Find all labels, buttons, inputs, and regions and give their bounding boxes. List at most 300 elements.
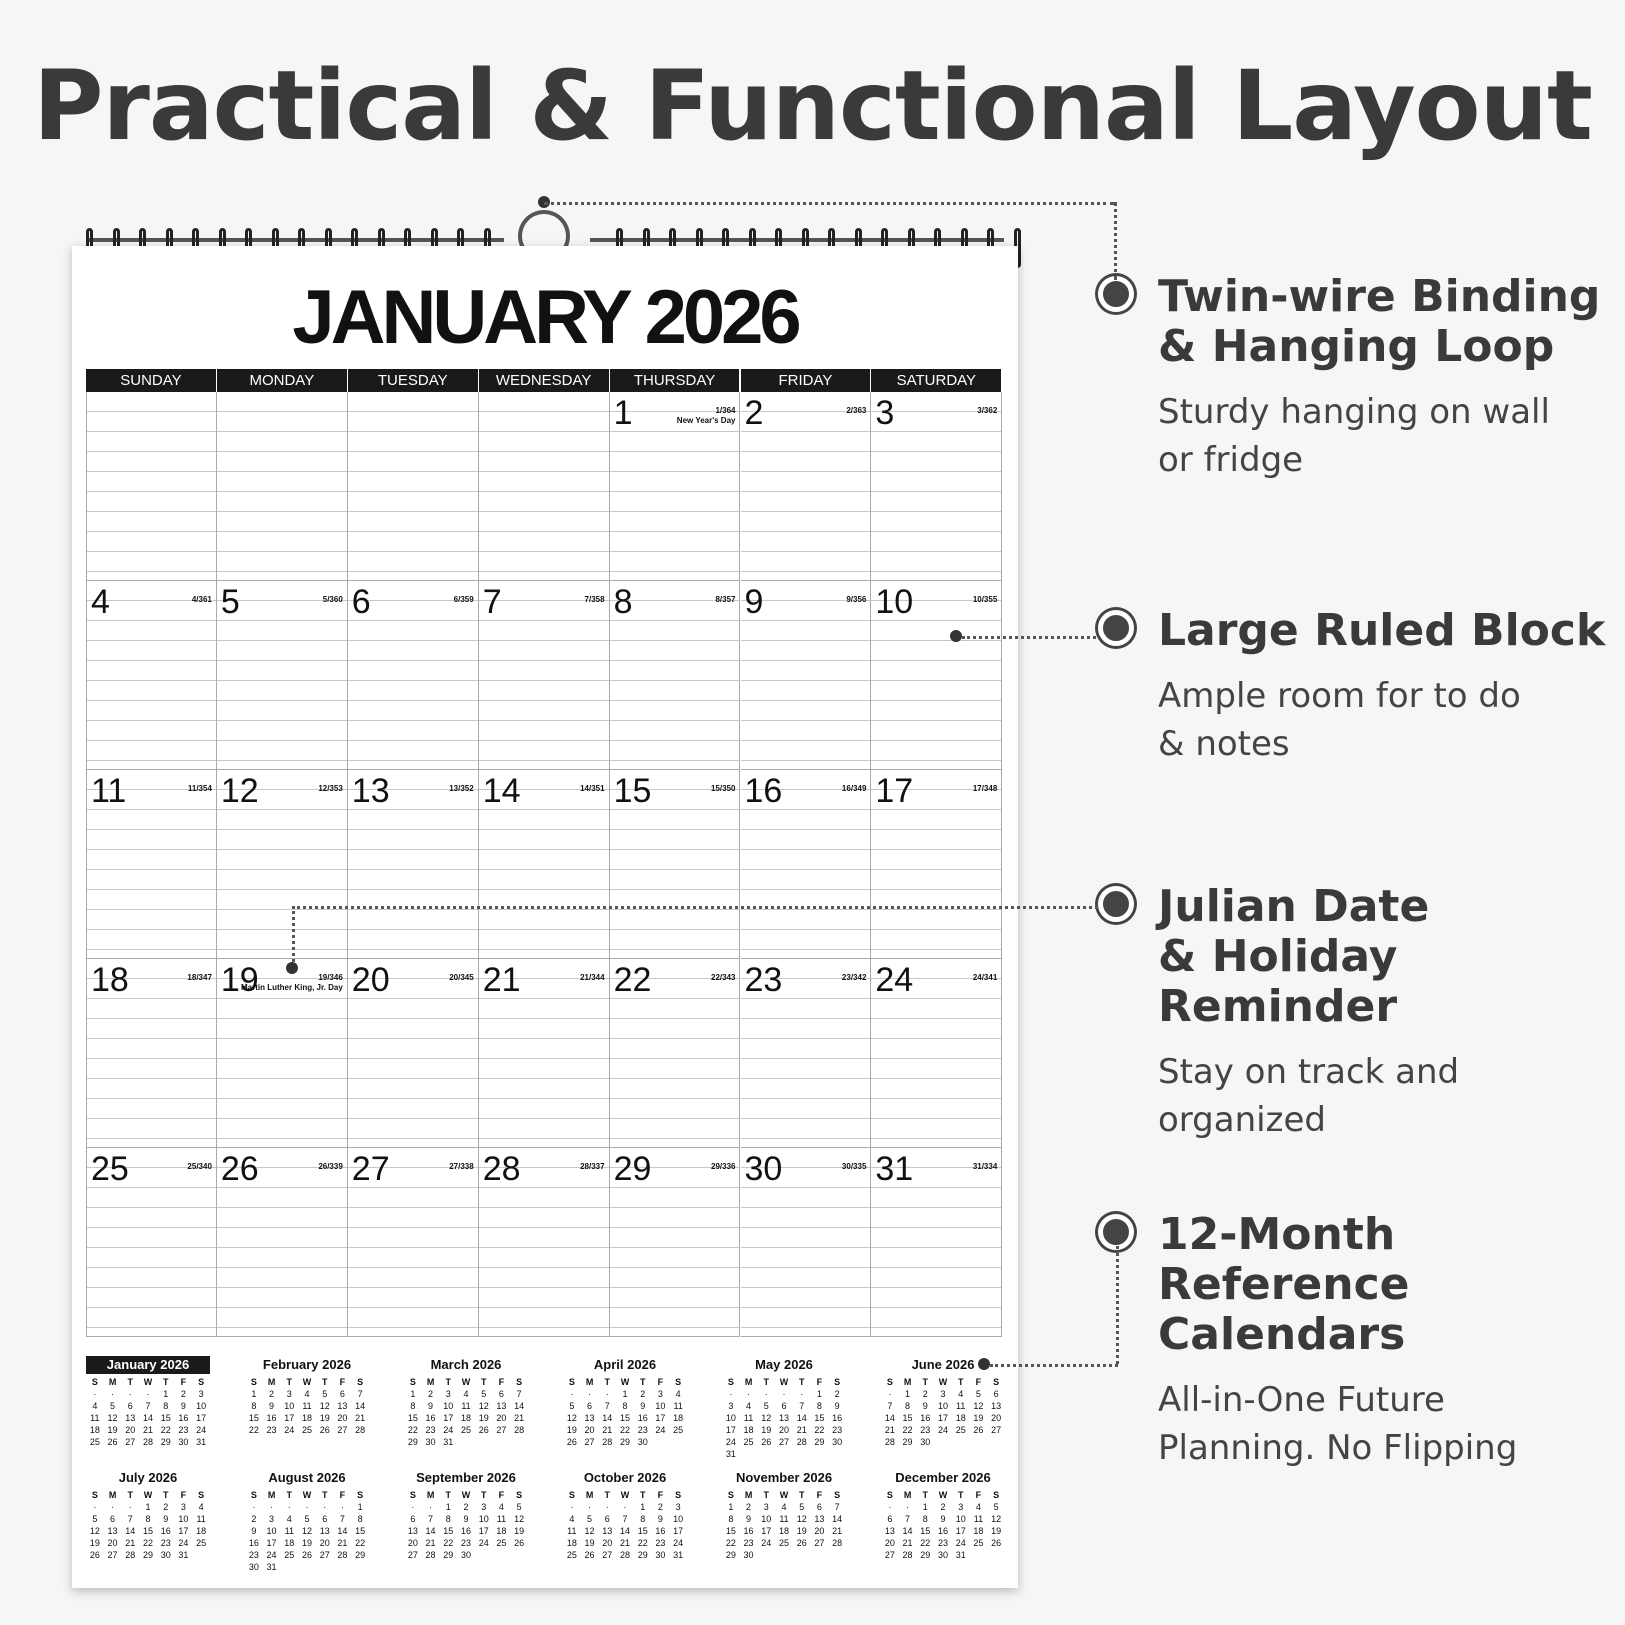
- mini-day: 14: [902, 1526, 913, 1536]
- mini-day: 30: [248, 1562, 259, 1572]
- mini-weekday-letter: W: [461, 1490, 471, 1500]
- mini-day: 5: [110, 1401, 116, 1411]
- mini-day: 14: [832, 1514, 843, 1524]
- day-number: 27: [351, 1150, 390, 1188]
- mini-blank-day: ·: [605, 1389, 609, 1399]
- mini-day: 20: [337, 1413, 348, 1423]
- mini-day: 14: [125, 1526, 136, 1536]
- mini-day: 26: [301, 1550, 312, 1560]
- mini-weekday-letter: T: [639, 1377, 646, 1387]
- mini-day: 4: [958, 1389, 964, 1399]
- day-cell: [871, 959, 1002, 1148]
- day-number: 5: [220, 583, 240, 621]
- mini-weekday-letter: S: [91, 1377, 98, 1387]
- mini-day: 12: [973, 1401, 984, 1411]
- mini-blank-day: ·: [888, 1502, 892, 1512]
- julian-date: 31/334: [972, 1162, 998, 1171]
- mini-day: 25: [460, 1425, 471, 1435]
- mini-day: 10: [284, 1401, 295, 1411]
- binding-wire-right: [590, 238, 1004, 242]
- mini-day: 9: [940, 1514, 946, 1524]
- mini-weekday-letter: T: [162, 1490, 169, 1500]
- connector-line: [962, 636, 1096, 639]
- mini-weekday-letter: S: [516, 1377, 523, 1387]
- mini-day: 20: [814, 1526, 825, 1536]
- mini-day: 27: [496, 1425, 507, 1435]
- julian-date: 30/335: [841, 1162, 867, 1171]
- mini-day: 19: [761, 1425, 772, 1435]
- mini-weekday-letter: F: [339, 1377, 346, 1387]
- mini-weekday-letter: F: [180, 1377, 187, 1387]
- julian-date: 27/338: [449, 1162, 474, 1171]
- connector-line: [292, 906, 1098, 909]
- day-cell: [86, 392, 217, 581]
- mini-day: 9: [640, 1401, 646, 1411]
- mini-day: 15: [637, 1526, 648, 1536]
- mini-weekday-letter: W: [620, 1490, 630, 1500]
- weekday-header: WEDNESDAY: [479, 369, 609, 392]
- mini-day: 30: [460, 1550, 471, 1560]
- mini-calendar-grid: [86, 1489, 210, 1561]
- feature-bullet-icon: [1098, 1214, 1134, 1250]
- connector-line: [1114, 202, 1117, 280]
- mini-day: 24: [284, 1425, 295, 1435]
- mini-day: 11: [196, 1514, 206, 1524]
- mini-day: 4: [304, 1389, 310, 1399]
- mini-day: 3: [675, 1502, 681, 1512]
- mini-day: 7: [127, 1514, 133, 1524]
- julian-date: 13/352: [449, 784, 474, 793]
- day-number: 2: [744, 394, 764, 432]
- mini-day: 6: [887, 1514, 893, 1524]
- mini-calendar-grid: [722, 1489, 846, 1561]
- mini-day: 10: [266, 1526, 277, 1536]
- julian-date: 4/361: [191, 595, 212, 604]
- mini-weekday-letter: S: [198, 1490, 205, 1500]
- connector-dot: [950, 630, 962, 642]
- mini-day: 2: [428, 1389, 434, 1399]
- mini-day: 21: [142, 1425, 153, 1435]
- mini-day: 3: [180, 1502, 186, 1512]
- feature-description: [1158, 672, 1605, 768]
- mini-day: 2: [940, 1502, 946, 1512]
- holiday-label: New Year's Day: [676, 416, 736, 425]
- mini-day: 29: [725, 1550, 736, 1560]
- mini-day: 11: [673, 1401, 683, 1411]
- mini-weekday-letter: S: [727, 1377, 734, 1387]
- mini-day: 25: [955, 1425, 966, 1435]
- mini-day: 11: [973, 1514, 984, 1524]
- mini-day: 10: [955, 1514, 966, 1524]
- feature-description: [1158, 1376, 1625, 1472]
- mini-day: 22: [920, 1538, 931, 1548]
- mini-day: 2: [163, 1502, 169, 1512]
- mini-weekday-letter: T: [922, 1377, 929, 1387]
- mini-day: 29: [920, 1550, 931, 1560]
- day-number: 8: [613, 583, 633, 621]
- mini-weekday-letter: M: [744, 1377, 753, 1387]
- mini-day: 6: [322, 1514, 328, 1524]
- mini-day: 10: [196, 1401, 207, 1411]
- day-number: 18: [91, 961, 129, 999]
- day-cell: [86, 770, 217, 959]
- feature-title-line: Twin-wire Binding: [1158, 271, 1601, 322]
- mini-day: 22: [619, 1425, 630, 1435]
- mini-day: 22: [160, 1425, 171, 1435]
- mini-day: 27: [814, 1538, 825, 1548]
- mini-day: 24: [955, 1538, 966, 1548]
- mini-weekday-letter: S: [568, 1490, 575, 1500]
- mini-calendar-grid: [404, 1489, 528, 1561]
- mini-weekday-letter: M: [426, 1377, 435, 1387]
- mini-day: 16: [743, 1526, 754, 1536]
- mini-day: 30: [743, 1550, 754, 1560]
- day-cell: [479, 581, 610, 770]
- mini-day: 14: [619, 1526, 630, 1536]
- mini-blank-day: ·: [146, 1389, 150, 1399]
- mini-day: 9: [834, 1401, 840, 1411]
- mini-day: 1: [251, 1389, 257, 1399]
- feature-description-line: Sturdy hanging on wall: [1158, 392, 1550, 432]
- mini-day: 17: [284, 1413, 295, 1423]
- mini-calendar: [404, 1469, 528, 1561]
- mini-day: 15: [142, 1526, 153, 1536]
- mini-day: 28: [125, 1550, 136, 1560]
- mini-weekday-letter: M: [903, 1377, 912, 1387]
- julian-date: 18/347: [187, 973, 212, 982]
- mini-day: 18: [743, 1425, 754, 1435]
- mini-day: 29: [814, 1437, 825, 1447]
- day-cell: [610, 392, 741, 581]
- mini-day: 5: [799, 1502, 805, 1512]
- weekday-header: SUNDAY: [86, 369, 216, 392]
- mini-day: 20: [884, 1538, 895, 1548]
- mini-day: 2: [834, 1389, 840, 1399]
- mini-day: 11: [302, 1401, 312, 1411]
- mini-day: 22: [407, 1425, 418, 1435]
- mini-day: 3: [728, 1401, 734, 1411]
- weekday-header: MONDAY: [217, 369, 347, 392]
- mini-blank-day: ·: [270, 1502, 274, 1512]
- mini-day: 23: [743, 1538, 754, 1548]
- mini-blank-day: ·: [800, 1389, 804, 1399]
- mini-day: 7: [339, 1514, 345, 1524]
- mini-weekday-letter: M: [108, 1377, 117, 1387]
- mini-blank-day: ·: [906, 1502, 910, 1512]
- weekday-header: FRIDAY: [741, 369, 871, 392]
- feature-title-line: & Holiday Reminder: [1158, 931, 1398, 1032]
- mini-day: 13: [778, 1413, 789, 1423]
- day-cell: [610, 581, 741, 770]
- mini-day: 8: [622, 1401, 628, 1411]
- julian-date: 15/350: [711, 784, 736, 793]
- mini-day: 5: [322, 1389, 328, 1399]
- mini-day: 19: [514, 1526, 525, 1536]
- feature-title-line: & Hanging Loop: [1158, 321, 1555, 372]
- mini-day: 26: [566, 1437, 577, 1447]
- mini-day: 2: [463, 1502, 469, 1512]
- mini-weekday-letter: S: [727, 1490, 734, 1500]
- mini-day: 31: [725, 1449, 736, 1459]
- mini-day: 27: [991, 1425, 1002, 1435]
- day-cell: [348, 770, 479, 959]
- mini-day: 16: [937, 1526, 948, 1536]
- mini-day: 26: [796, 1538, 807, 1548]
- mini-blank-day: ·: [729, 1389, 733, 1399]
- mini-weekday-letter: W: [779, 1490, 789, 1500]
- mini-day: 9: [269, 1401, 275, 1411]
- mini-day: 31: [266, 1562, 277, 1572]
- mini-day: 26: [514, 1538, 525, 1548]
- mini-day: 1: [922, 1502, 928, 1512]
- mini-day: 26: [89, 1550, 100, 1560]
- day-number: 25: [91, 1150, 129, 1188]
- mini-day: 27: [602, 1550, 613, 1560]
- mini-day: 22: [443, 1538, 454, 1548]
- mini-day: 1: [640, 1502, 646, 1512]
- mini-day: 8: [163, 1401, 169, 1411]
- mini-day: 28: [142, 1437, 153, 1447]
- mini-weekday-letter: T: [639, 1490, 646, 1500]
- mini-day: 23: [266, 1425, 277, 1435]
- day-number: 21: [482, 961, 521, 999]
- weekday-header: SATURDAY: [871, 369, 1001, 392]
- mini-weekday-letter: S: [357, 1490, 364, 1500]
- mini-day: 6: [993, 1389, 999, 1399]
- feature-title: [1158, 606, 1605, 656]
- mini-day: 7: [357, 1389, 363, 1399]
- mini-blank-day: ·: [782, 1389, 786, 1399]
- mini-day: 7: [799, 1401, 805, 1411]
- mini-day: 18: [673, 1413, 684, 1423]
- mini-blank-day: ·: [93, 1389, 97, 1399]
- mini-day: 4: [92, 1401, 98, 1411]
- julian-date: 22/343: [711, 973, 736, 982]
- mini-weekday-letter: W: [779, 1377, 789, 1387]
- day-cell: [741, 770, 872, 959]
- mini-weekday-letter: M: [585, 1490, 594, 1500]
- julian-date: 7/358: [584, 595, 605, 604]
- mini-weekday-letter: W: [461, 1377, 471, 1387]
- mini-day: 18: [496, 1526, 507, 1536]
- mini-day: 26: [761, 1437, 772, 1447]
- mini-day: 25: [284, 1550, 295, 1560]
- mini-day: 19: [301, 1538, 312, 1548]
- mini-day: 19: [566, 1425, 577, 1435]
- mini-day: 16: [637, 1413, 648, 1423]
- day-number: 28: [482, 1150, 521, 1188]
- mini-day: 22: [248, 1425, 259, 1435]
- mini-calendar-title: June 2026: [911, 1357, 975, 1372]
- day-number: 1: [613, 394, 633, 432]
- day-cell: [741, 581, 872, 770]
- mini-weekday-letter: T: [957, 1490, 964, 1500]
- mini-day: 1: [905, 1389, 911, 1399]
- mini-day: 1: [145, 1502, 151, 1512]
- mini-day: 18: [196, 1526, 207, 1536]
- mini-day: 13: [337, 1401, 348, 1411]
- mini-calendar: [245, 1356, 369, 1436]
- mini-calendar: [86, 1356, 210, 1448]
- mini-day: 31: [955, 1550, 966, 1560]
- mini-weekday-letter: F: [657, 1377, 664, 1387]
- mini-weekday-letter: S: [250, 1377, 257, 1387]
- mini-day: 20: [991, 1413, 1002, 1423]
- mini-day: 10: [478, 1514, 489, 1524]
- connector-line: [990, 1364, 1118, 1367]
- mini-day: 11: [956, 1401, 966, 1411]
- mini-day: 19: [89, 1538, 100, 1548]
- mini-day: 12: [514, 1514, 525, 1524]
- mini-day: 6: [587, 1401, 593, 1411]
- mini-calendar-grid: [86, 1376, 210, 1448]
- day-cell: [610, 1148, 741, 1337]
- wall-calendar-page: [72, 246, 1018, 1588]
- mini-day: 9: [163, 1514, 169, 1524]
- mini-day: 10: [655, 1401, 666, 1411]
- mini-day: 18: [284, 1538, 295, 1548]
- mini-day: 20: [107, 1538, 118, 1548]
- mini-day: 21: [902, 1538, 913, 1548]
- mini-day: 10: [178, 1514, 189, 1524]
- mini-day: 3: [445, 1389, 451, 1399]
- mini-calendar: [86, 1469, 210, 1561]
- mini-day: 20: [496, 1413, 507, 1423]
- mini-weekday-letter: S: [568, 1377, 575, 1387]
- mini-day: 23: [425, 1425, 436, 1435]
- mini-day: 8: [445, 1514, 451, 1524]
- connector-line: [544, 202, 1114, 205]
- mini-calendar-grid: [245, 1489, 369, 1573]
- mini-weekday-letter: T: [763, 1377, 770, 1387]
- day-number: 23: [744, 961, 783, 999]
- mini-day: 25: [778, 1538, 789, 1548]
- mini-day: 17: [443, 1413, 454, 1423]
- mini-weekday-letter: S: [516, 1490, 523, 1500]
- day-cell: [348, 581, 479, 770]
- mini-calendar: [881, 1469, 1005, 1561]
- mini-day: 12: [89, 1526, 100, 1536]
- mini-day: 19: [973, 1413, 984, 1423]
- mini-day: 21: [796, 1425, 807, 1435]
- mini-blank-day: ·: [111, 1389, 115, 1399]
- mini-day: 3: [198, 1389, 204, 1399]
- day-cell: [348, 392, 479, 581]
- mini-day: 25: [496, 1538, 507, 1548]
- mini-calendar-grid: [563, 1376, 687, 1448]
- feature-title: [1158, 882, 1625, 1032]
- mini-day: 22: [355, 1538, 366, 1548]
- mini-day: 4: [746, 1401, 752, 1411]
- feature-callout: [1158, 1210, 1625, 1472]
- connector-line: [1116, 1246, 1119, 1364]
- mini-weekday-letter: S: [834, 1377, 841, 1387]
- mini-blank-day: ·: [747, 1389, 751, 1399]
- feature-description: [1158, 388, 1600, 484]
- mini-day: 14: [602, 1413, 613, 1423]
- mini-day: 22: [637, 1538, 648, 1548]
- day-cell: [217, 959, 348, 1148]
- mini-day: 5: [587, 1514, 593, 1524]
- mini-day: 6: [816, 1502, 822, 1512]
- binding-wire-left: [86, 238, 504, 242]
- mini-day: 17: [725, 1425, 736, 1435]
- mini-weekday-letter: F: [975, 1377, 982, 1387]
- mini-calendar-grid: [404, 1376, 528, 1448]
- mini-day: 15: [814, 1413, 825, 1423]
- mini-day: 21: [425, 1538, 436, 1548]
- feature-description-line: All-in-One Future: [1158, 1380, 1445, 1420]
- feature-title-line: Julian Date: [1158, 881, 1430, 932]
- mini-day: 6: [110, 1514, 116, 1524]
- mini-day: 30: [178, 1437, 189, 1447]
- mini-weekday-letter: M: [267, 1490, 276, 1500]
- mini-day: 26: [319, 1425, 330, 1435]
- mini-day: 25: [973, 1538, 984, 1548]
- mini-calendar-grid: [881, 1489, 1005, 1561]
- mini-day: 20: [407, 1538, 418, 1548]
- mini-day: 8: [905, 1401, 911, 1411]
- day-cell: [741, 1148, 872, 1337]
- mini-day: 24: [443, 1425, 454, 1435]
- mini-weekday-letter: M: [903, 1490, 912, 1500]
- mini-weekday-letter: T: [798, 1377, 805, 1387]
- mini-day: 26: [478, 1425, 489, 1435]
- mini-day: 3: [958, 1502, 964, 1512]
- mini-day: 28: [355, 1425, 366, 1435]
- day-number: 19: [220, 961, 259, 999]
- mini-day: 31: [178, 1550, 189, 1560]
- mini-day: 13: [496, 1401, 507, 1411]
- mini-weekday-letter: T: [480, 1377, 487, 1387]
- mini-weekday-letter: S: [198, 1377, 205, 1387]
- mini-day: 17: [673, 1526, 684, 1536]
- mini-day: 7: [834, 1502, 840, 1512]
- mini-day: 12: [319, 1401, 330, 1411]
- mini-calendar-title: July 2026: [118, 1470, 178, 1485]
- mini-day: 27: [125, 1437, 136, 1447]
- mini-calendar-title: May 2026: [755, 1357, 813, 1372]
- mini-weekday-letter: F: [816, 1490, 823, 1500]
- mini-day: 21: [602, 1425, 613, 1435]
- mini-day: 11: [461, 1401, 471, 1411]
- mini-blank-day: ·: [305, 1502, 309, 1512]
- mini-day: 24: [725, 1437, 736, 1447]
- mini-day: 26: [107, 1437, 118, 1447]
- julian-date: 29/336: [711, 1162, 736, 1171]
- mini-day: 28: [337, 1550, 348, 1560]
- mini-calendar-title: November 2026: [735, 1470, 833, 1485]
- mini-weekday-letter: W: [302, 1490, 312, 1500]
- julian-date: 14/351: [580, 784, 605, 793]
- mini-day: 2: [269, 1389, 275, 1399]
- mini-day: 13: [884, 1526, 895, 1536]
- day-number: 26: [220, 1150, 259, 1188]
- mini-day: 8: [640, 1514, 646, 1524]
- mini-day: 25: [743, 1437, 754, 1447]
- mini-calendar: [404, 1356, 528, 1448]
- mini-day: 28: [619, 1550, 630, 1560]
- mini-weekday-letter: W: [143, 1490, 153, 1500]
- mini-day: 27: [337, 1425, 348, 1435]
- mini-day: 9: [180, 1401, 186, 1411]
- mini-weekday-letter: T: [127, 1377, 134, 1387]
- mini-day: 16: [178, 1413, 189, 1423]
- mini-day: 26: [973, 1425, 984, 1435]
- mini-day: 23: [160, 1538, 171, 1548]
- mini-day: 5: [92, 1514, 98, 1524]
- mini-day: 8: [357, 1514, 363, 1524]
